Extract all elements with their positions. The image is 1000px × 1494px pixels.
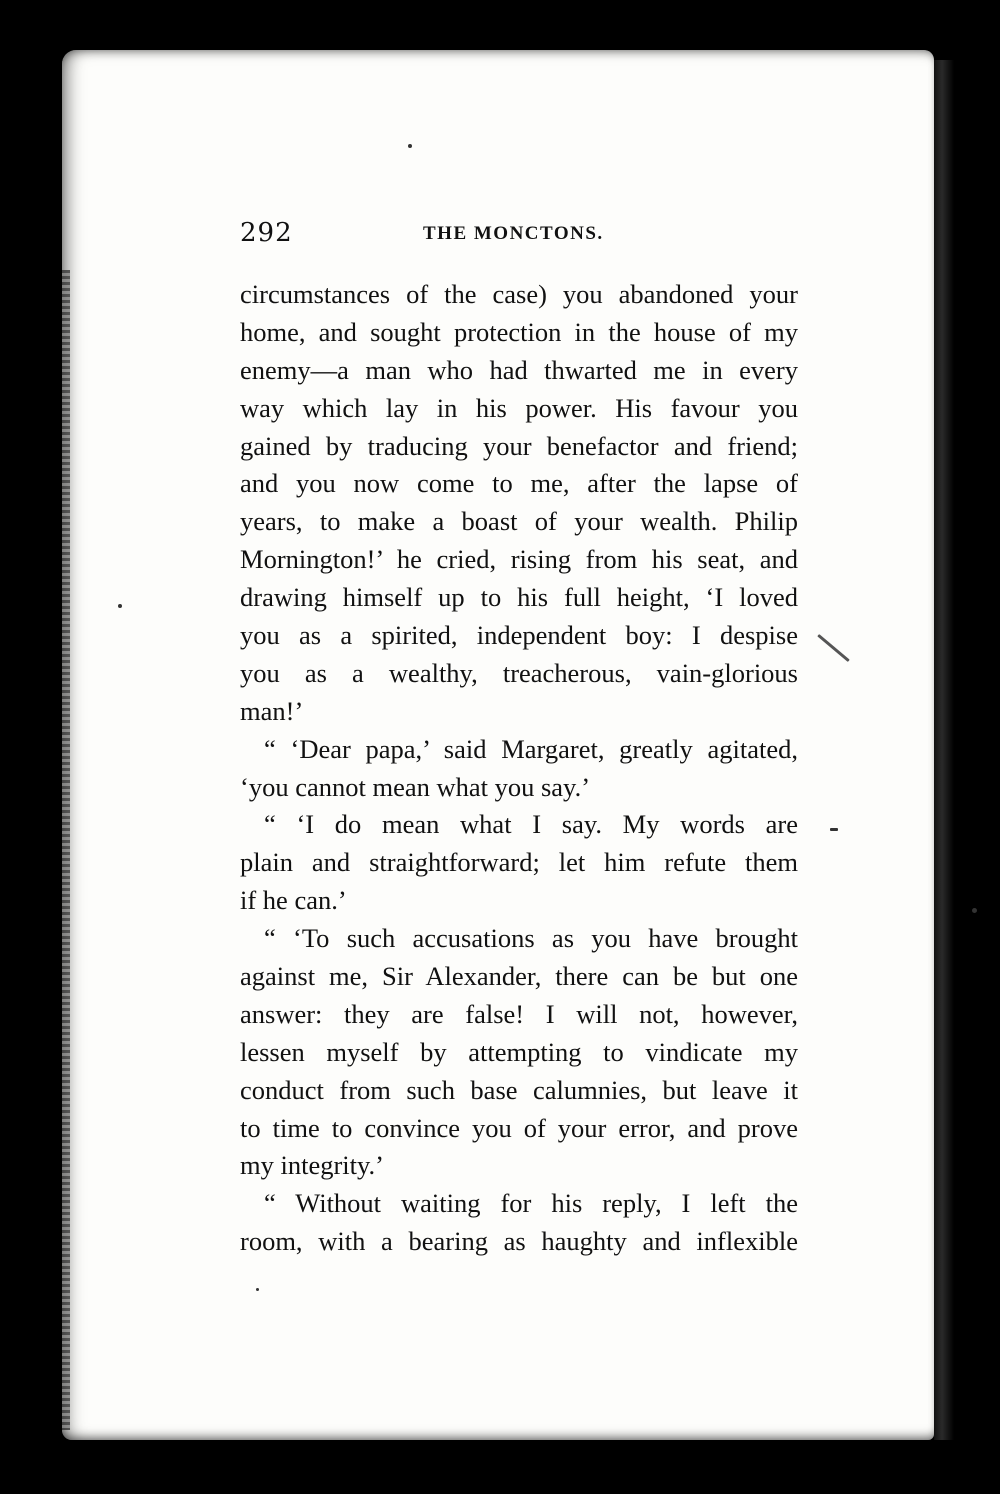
text-line: home, and sought protection in the house of my xyxy=(240,316,798,347)
print-speck xyxy=(830,828,838,831)
text-line: conduct from such base calumnies, but leave it xyxy=(240,1074,798,1105)
print-speck xyxy=(256,1288,259,1291)
running-title: THE MONCTONS. xyxy=(423,223,604,244)
text-line: my integrity.’ xyxy=(240,1150,385,1181)
text-line: and you now come to me, after the lapse of xyxy=(240,468,798,499)
text-line: enemy—a man who had thwarted me in every xyxy=(240,354,798,385)
print-speck xyxy=(408,144,412,148)
print-speck xyxy=(972,908,977,913)
text-line: room, with a bearing as haughty and inflexible xyxy=(240,1226,798,1257)
page-header xyxy=(240,218,800,252)
text-line: circumstances of the case) you abandoned your xyxy=(240,279,798,309)
text-line: man!’ xyxy=(240,695,304,726)
text-line: “ ‘I do mean what I say. My words are xyxy=(264,809,798,840)
text-line: lessen myself by attempting to vindicate my xyxy=(240,1036,798,1067)
text-line: you as a wealthy, treacherous, vain-glorious xyxy=(240,657,798,688)
page-number: 292 xyxy=(240,218,293,248)
text-line: “ ‘Dear papa,’ said Margaret, greatly agitated, xyxy=(264,733,798,764)
text-line: way which lay in his power. His favour you xyxy=(240,392,798,423)
text-line: “ ‘To such accusations as you have brought xyxy=(264,923,798,954)
body-text xyxy=(240,276,798,1261)
page-right-edge xyxy=(934,60,954,1440)
text-line: ‘you cannot mean what you say.’ xyxy=(240,771,591,802)
text-line: Mornington!’ he cried, rising from his seat, and xyxy=(240,544,798,575)
text-line: if he can.’ xyxy=(240,885,347,916)
text-line: drawing himself up to his full height, ‘I loved xyxy=(240,582,798,613)
text-line: years, to make a boast of your wealth. Philip xyxy=(240,506,798,537)
text-line: “ Without waiting for his reply, I left the xyxy=(264,1188,798,1219)
text-line: against me, Sir Alexander, there can be but one xyxy=(240,961,798,992)
text-line: to time to convince you of your error, and prove xyxy=(240,1112,798,1143)
text-line: plain and straightforward; let him refute them xyxy=(240,847,798,878)
page-gutter-shadow xyxy=(62,270,70,1430)
text-line: gained by traducing your benefactor and friend; xyxy=(240,430,798,461)
text-line: you as a spirited, independent boy: I despise xyxy=(240,620,798,651)
text-line: answer: they are false! I will not, however, xyxy=(240,998,798,1029)
print-speck xyxy=(118,604,122,608)
